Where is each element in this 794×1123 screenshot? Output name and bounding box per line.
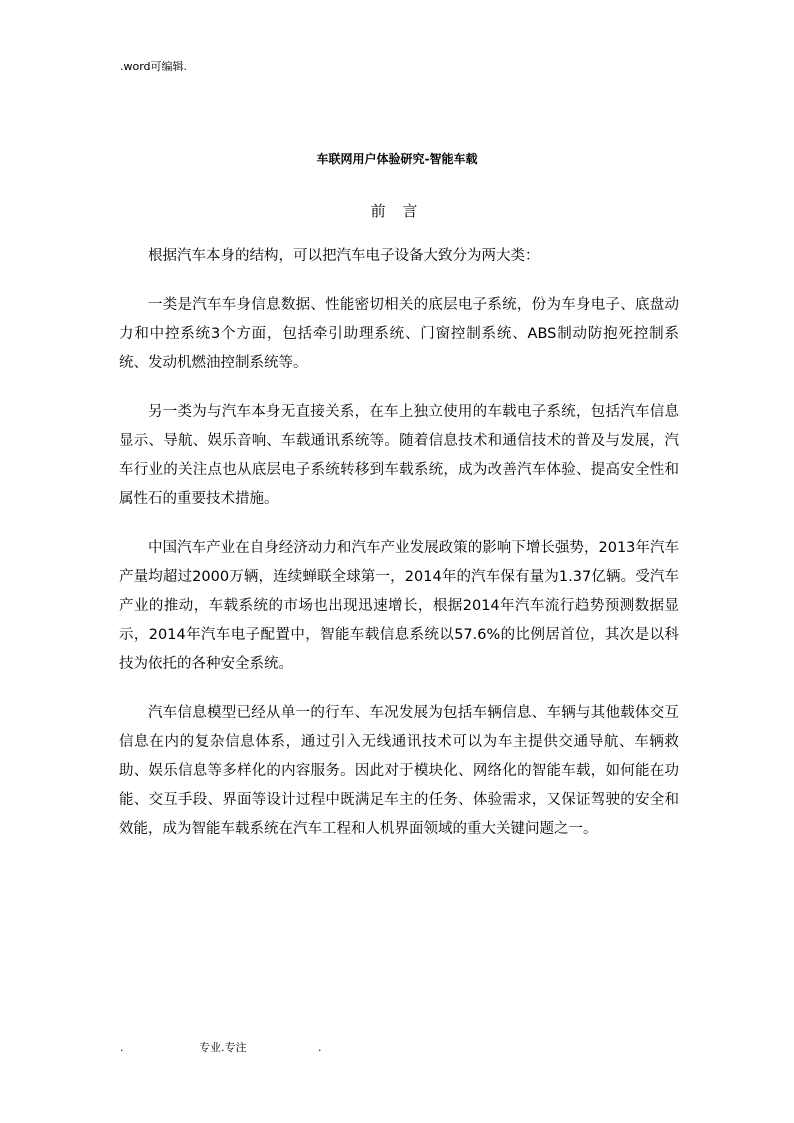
document-title: 车联网用户体验研究-智能车载 bbox=[316, 152, 478, 166]
footer-text: 专业.专注 bbox=[199, 1041, 247, 1054]
paragraph-2: 一类是汽车车身信息数据、性能密切相关的底层电子系统，份为车身电子、底盘动力和中控系统3个方面，包括牵引助理系统、门窗控制系统、ABS制动防抱死控制系统、发动机燃油控制系统等。 bbox=[119, 297, 679, 371]
header-note: .word可编辑. bbox=[120, 60, 188, 73]
paragraph-5: 汽车信息模型已经从单一的行车、车况发展为包括车辆信息、车辆与其他载体交互信息在内的复杂信息体系，通过引入无线通讯技术可以为车主提供交通导航、车辆救助、娱乐信息等多样化的内容服务。因此对于模块化、网络化的智能车载，如何能在功能、交互手段、界面等设计过程中既满足车主的任务、体验需求，又保证驾驶的安全和效能，成为智能车载系统在汽车工程和人机界面领域的重大关键问题之一。 bbox=[119, 705, 679, 837]
paragraph-3: 另一类为与汽车本身无直接关系，在车上独立使用的车载电子系统，包括汽车信息显示、导航、娱乐音响、车载通讯系统等。随着信息技术和通信技术的普及与发展，汽车行业的关注点也从底层电子系统转移到车载系统，成为改善汽车体验、提高安全性和属性石的重要技术措施。 bbox=[119, 404, 679, 507]
section-heading: 前 言 bbox=[370, 202, 424, 220]
document-body bbox=[119, 242, 679, 864]
footer-left-mark: . bbox=[120, 1041, 124, 1054]
footer-right-mark: . bbox=[318, 1041, 322, 1054]
paragraph-1: 根据汽车本身的结构，可以把汽车电子设备大致分为两大类： bbox=[148, 248, 540, 264]
page-footer bbox=[0, 1041, 794, 1057]
paragraph-4: 中国汽车产业在自身经济动力和汽车产业发展政策的影响下增长强势，2013年汽车产量均超过2000万辆，连续蝉联全球第一，2014年的汽车保有量为1.37亿辆。受汽车产业的推动，车载系统的市场也出现迅速增长，根据2014年汽车流行趋势预测数据显示，2014年汽车电子配置中，智能车载信息系统以57.6%的比例居首位，其次是以科技为依托的各种安全系统。 bbox=[119, 540, 679, 672]
